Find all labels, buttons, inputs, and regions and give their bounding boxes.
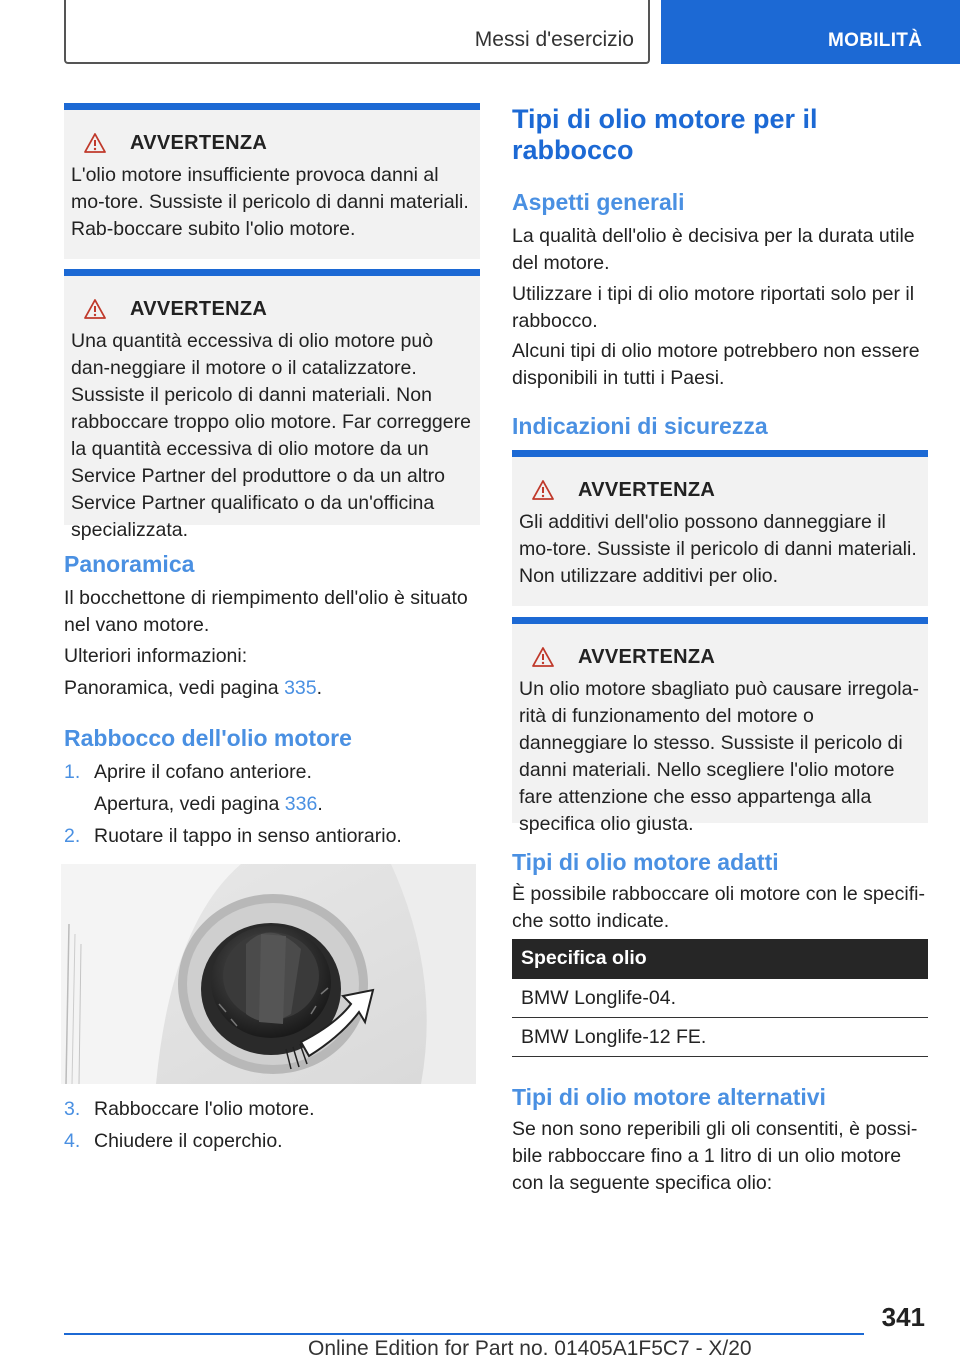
warning-text: Una quantità eccessiva di olio motore può dan-neggiare il motore o il catalizzatore. Sussiste il pericolo di danni materiali. Non rabboccare troppo olio motore. Far correggere la quantità eccessiva di olio motore da un Service Partner del produttore o da un altro Service Partner qualificato o da un'officina specializzata. [71, 330, 471, 541]
table-header: Specifica olio [512, 939, 928, 979]
step-text: Chiudere il coperchio. [94, 1130, 283, 1152]
warning-text: Gli additivi dell'olio possono danneggiare il mo-tore. Sussiste il pericolo di danni materiali. Non utilizzare additivi per olio. [519, 511, 917, 587]
warning-title: AVVERTENZA [578, 478, 716, 501]
oil-spec-table [512, 939, 928, 1057]
warning-text: Un olio motore sbagliato può causare irregola-rità di funzionamento del motore o danneggiare lo stesso. Sussiste il pericolo di danni materiali. Nello scegliere l'olio motore fare attenzione che esso appartenga alla specifica olio giusta. [519, 678, 919, 835]
heading-adatti: Tipi di olio motore adatti [512, 849, 779, 875]
reference-text: Apertura, vedi pagina [94, 793, 285, 815]
generali-paragraph-1: La qualità dell'olio è decisiva per la durata utile del motore. [512, 225, 915, 274]
header-section-label: Messi d'esercizio [474, 28, 634, 51]
footer-edition: Online Edition for Part no. 01405A1F5C7 - X/20 [308, 1337, 752, 1360]
alternativi-paragraph: Se non sono reperibili gli oli consentiti, è possi-bile rabboccare fino a 1 litro di un olio motore con la seguente specifica olio: [512, 1118, 918, 1194]
warning-text: L'olio motore insufficiente provoca danni al mo-tore. Sussiste il pericolo di danni materiali. Rab-boccare subito l'olio motore. [71, 164, 469, 240]
warning-title-row [84, 294, 472, 324]
header-chapter-label: MOBILITÀ [828, 30, 923, 51]
adatti-paragraph: È possibile rabboccare oli motore con le specifi-che sotto indicate. [512, 883, 925, 932]
warning-box-wrong-oil [512, 617, 928, 835]
warning-title: AVVERTENZA [130, 297, 268, 320]
warning-title: AVVERTENZA [578, 645, 716, 668]
step-number: 4. [64, 1130, 81, 1152]
step-subitem [94, 791, 323, 818]
warning-box-oil-excess [64, 269, 480, 541]
generali-paragraph-2: Utilizzare i tipi di olio motore riportati solo per il rabbocco. [512, 283, 915, 332]
page-title: Tipi di olio motore per il rabbocco [512, 104, 818, 165]
panoramica-more-info: Ulteriori informazioni: [64, 645, 248, 667]
reference-end: . [317, 793, 323, 815]
step-text: Aprire il cofano anteriore. [94, 761, 312, 783]
warning-triangle-icon [532, 480, 554, 500]
step-text: Ruotare il tappo in senso antiorario. [94, 825, 402, 847]
heading-sicurezza: Indicazioni di sicurezza [512, 413, 768, 439]
page-number: 341 [881, 1302, 925, 1332]
reference-text: Panoramica, vedi pagina [64, 677, 285, 699]
table-row: BMW Longlife-12 FE. [512, 1018, 928, 1057]
warning-title-row [532, 475, 920, 505]
panoramica-reference [64, 675, 480, 702]
table-row: BMW Longlife-04. [512, 979, 928, 1018]
header-section-tab [64, 0, 650, 64]
page-link-336[interactable]: 336 [284, 793, 318, 815]
step-item [64, 1096, 315, 1123]
heading-panoramica: Panoramica [64, 551, 195, 577]
step-item [64, 1128, 283, 1155]
generali-paragraph-3: Alcuni tipi di olio motore potrebbero non essere disponibili in tutti i Paesi. [512, 340, 920, 389]
step-item [64, 759, 312, 786]
warning-triangle-icon [84, 299, 106, 319]
warning-triangle-icon [84, 133, 106, 153]
warning-box-additives [512, 450, 928, 606]
warning-title-row [84, 128, 472, 158]
heading-aspetti-generali: Aspetti generali [512, 189, 685, 215]
step-number: 1. [64, 761, 81, 783]
heading-rabbocco: Rabbocco dell'olio motore [64, 725, 352, 751]
step-number: 3. [64, 1098, 81, 1120]
heading-alternativi: Tipi di olio motore alternativi [512, 1084, 826, 1110]
warning-title-row [532, 642, 920, 672]
step-number: 2. [64, 825, 81, 847]
header-chapter-tab[interactable] [661, 0, 960, 64]
page-link-335[interactable]: 335 [284, 677, 317, 699]
step-item [64, 823, 402, 850]
reference-end: . [316, 677, 323, 699]
warning-box-oil-low [64, 103, 480, 259]
footer-divider [64, 1333, 864, 1335]
oil-cap-illustration [61, 864, 476, 1084]
warning-title: AVVERTENZA [130, 131, 268, 154]
step-sub-text [94, 791, 323, 818]
step-text: Rabboccare l'olio motore. [94, 1098, 315, 1120]
panoramica-paragraph: Il bocchettone di riempimento dell'olio è situato nel vano motore. [64, 587, 468, 636]
warning-triangle-icon [532, 647, 554, 667]
